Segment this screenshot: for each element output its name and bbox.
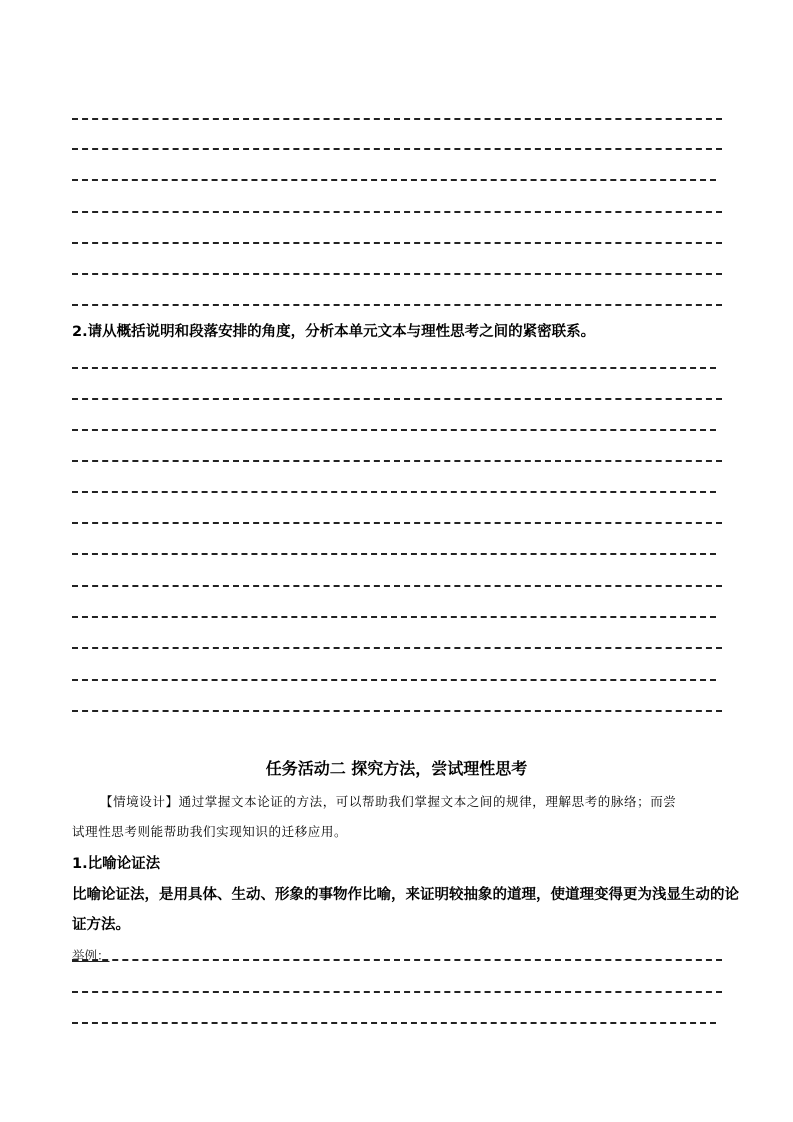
section-title: 任务活动二 探究方法，尝试理性思考 xyxy=(265,759,528,778)
answer-line xyxy=(72,148,722,150)
answer-line xyxy=(72,429,716,431)
answer-line xyxy=(72,179,716,181)
example-label: 举例： xyxy=(72,948,110,963)
answer-line xyxy=(72,118,722,120)
answer-line xyxy=(72,460,722,462)
definition-text: 比喻论证法，是用具体、生动、形象的事物作比喻，来证明较抽象的道理，使道理变得更为浅显生动的论 xyxy=(72,887,739,903)
answer-line xyxy=(72,304,722,306)
scenario-design-text: 【情境设计】通过掌握文本论证的方法，可以帮助我们掌握文本之间的规律，理解思考的脉络；而尝 xyxy=(100,794,677,809)
answer-line xyxy=(72,1022,716,1024)
answer-line xyxy=(72,491,716,493)
answer-line xyxy=(72,242,722,244)
answer-line xyxy=(72,959,722,961)
answer-line xyxy=(72,585,722,587)
answer-line xyxy=(72,679,716,681)
answer-line xyxy=(72,710,722,712)
answer-line xyxy=(72,367,716,369)
answer-line xyxy=(72,211,722,213)
answer-line xyxy=(72,398,722,400)
scenario-design-text-cont: 试理性思考则能帮助我们实现知识的迁移应用。 xyxy=(72,824,348,839)
answer-line xyxy=(72,616,716,618)
answer-line xyxy=(72,647,722,649)
answer-line xyxy=(72,553,716,555)
question-2: 2.请从概括说明和段落安排的角度，分析本单元文本与理性思考之间的紧密联系。 xyxy=(72,324,596,340)
answer-line xyxy=(72,522,722,524)
answer-line xyxy=(72,273,722,275)
answer-line xyxy=(72,991,722,993)
subsection-heading: 1.比喻论证法 xyxy=(72,856,161,872)
definition-text-cont: 证方法。 xyxy=(72,917,130,933)
